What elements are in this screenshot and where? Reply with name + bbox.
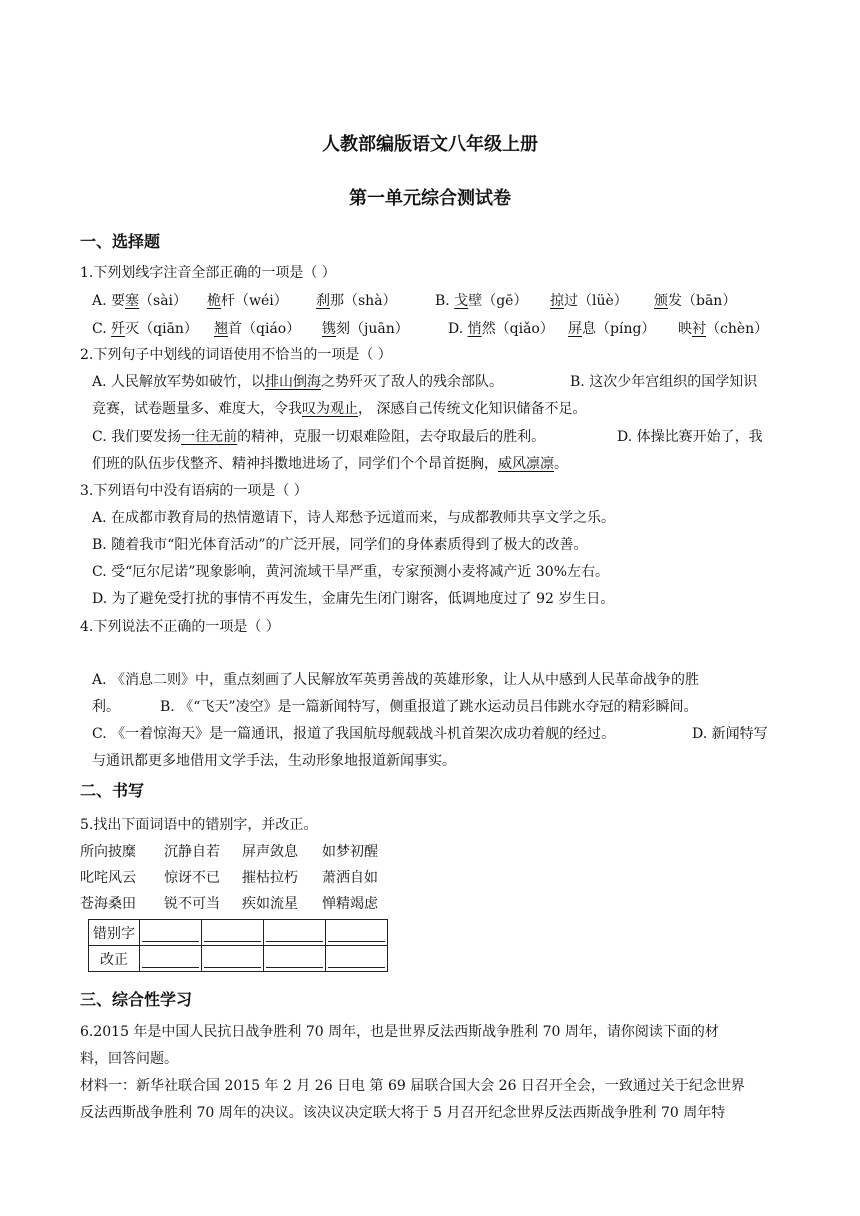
q1-option-c: C. 歼灭（qiān）: [92, 321, 198, 337]
q1-option-a-3: 刹那（shà）: [316, 293, 397, 309]
word-item: 疾如流星: [242, 896, 298, 912]
q4-option-a-cont: 利。: [92, 699, 120, 715]
answer-cell[interactable]: [202, 946, 264, 972]
q4-option-b: B. 《“飞天”凌空》是一篇新闻特写，侧重报道了跳水运动员吕伟跳水夺冠的精彩瞬间。: [160, 699, 698, 715]
correction-table: [88, 919, 388, 972]
q1-option-c-2: 翘首（qiáo）: [214, 321, 301, 337]
q4-option-c: C. 《一着惊海天》是一篇通讯，报道了我国航母舰载战斗机首架次成功着舰的经过。: [92, 726, 616, 742]
word-item: 萧洒自如: [322, 870, 378, 886]
row-label-correct: 改正: [89, 946, 140, 972]
q1-option-d: D. 悄然（qiǎo）: [448, 321, 554, 337]
q2-stem: 2.下列句子中划线的词语使用不恰当的一项是（ ）: [80, 347, 392, 363]
q3-option-a: A. 在成都市教育局的热情邀请下，诗人郑愁予远道而来，与成都教师共享文学之乐。: [92, 510, 616, 526]
q1-option-b-3: 颁发（bān）: [654, 293, 737, 309]
q4-stem: 4.下列说法不正确的一项是（ ）: [80, 619, 280, 635]
section-heading-writing: 二、书写: [80, 781, 145, 800]
q2-option-b-cont: 竞赛，试卷题量多、难度大，令我叹为观止， 深感自己传统文化知识储备不足。: [92, 401, 587, 417]
answer-cell[interactable]: [140, 946, 202, 972]
word-item: 苍海桑田: [80, 896, 136, 912]
word-item: 如梦初醒: [322, 844, 378, 860]
q4-option-d: D. 新闻特写: [692, 726, 768, 742]
doc-title: 人教部编版语文八年级上册: [322, 134, 538, 155]
q6-line: 料，回答问题。: [80, 1051, 178, 1067]
q5-stem: 5.找出下面词语中的错别字，并改正。: [80, 817, 318, 833]
q2-option-d: D. 体操比赛开始了，我: [617, 429, 763, 445]
answer-cell[interactable]: [326, 946, 388, 972]
q2-option-a: A. 人民解放军势如破竹，以排山倒海之势歼灭了敌人的残余部队。: [92, 374, 504, 390]
word-item: 惊讶不已: [164, 870, 220, 886]
word-item: 惮精竭虑: [322, 896, 378, 912]
q1-option-a: A. 要塞（sài）: [92, 293, 188, 309]
answer-cell[interactable]: [264, 946, 326, 972]
word-item: 沉静自若: [164, 844, 220, 860]
word-item: 锐不可当: [164, 896, 220, 912]
q1-option-c-3: 镌刻（juān）: [322, 321, 409, 337]
q1-option-d-3: 映衬（chèn）: [678, 321, 769, 337]
q6-line: 6.2015 年是中国人民抗日战争胜利 70 周年，也是世界反法西斯战争胜利 70 周年，请你阅读下面的材: [80, 1024, 719, 1040]
q1-option-d-2: 屏息（píng）: [568, 321, 656, 337]
word-item: 屏声敛息: [242, 844, 298, 860]
row-label-wrong: 错别字: [89, 920, 140, 946]
answer-cell[interactable]: [202, 920, 264, 946]
answer-cell[interactable]: [264, 920, 326, 946]
q3-option-b: B. 随着我市“阳光体育活动”的广泛开展，同学们的身体素质得到了极大的改善。: [92, 537, 588, 553]
q3-stem: 3.下列语句中没有语病的一项是（ ）: [80, 483, 308, 499]
answer-cell[interactable]: [140, 920, 202, 946]
q4-option-d-cont: 与通讯都更多地借用文学手法，生动形象地报道新闻事实。: [92, 753, 456, 769]
section-heading-comprehensive: 三、综合性学习: [80, 990, 193, 1009]
q1-option-a-2: 桅杆（wéi）: [207, 293, 288, 309]
q6-line: 材料一：新华社联合国 2015 年 2 月 26 日电 第 69 届联合国大会 26 日召开全会，一致通过关于纪念世界: [80, 1078, 745, 1094]
word-item: 所向披糜: [80, 844, 136, 860]
q3-option-d: D. 为了避免受打扰的事情不再发生，金庸先生闭门谢客，低调地度过了 92 岁生日。: [92, 591, 615, 607]
q1-stem: 1.下列划线字注音全部正确的一项是（ ）: [80, 265, 336, 281]
answer-cell[interactable]: [326, 920, 388, 946]
q1-option-b: B. 戈壁（gē）: [435, 293, 528, 309]
q2-option-d-cont: 们班的队伍步伐整齐、精神抖擞地进场了，同学们个个昂首挺胸，威风凛凛。: [92, 456, 568, 472]
q2-option-c: C. 我们要发扬一往无前的精神，克服一切艰难险阻，去夺取最后的胜利。: [92, 429, 546, 445]
q4-option-a: A. 《消息二则》中，重点刻画了人民解放军英勇善战的英雄形象，让人从中感到人民革命战争的胜: [92, 672, 700, 688]
q1-option-b-2: 掠过（lüè）: [550, 293, 628, 309]
q3-option-c: C. 受“厄尔尼诺”现象影响，黄河流域干旱严重，专家预测小麦将减产近 30%左右。: [92, 564, 609, 580]
word-item: 摧枯拉朽: [242, 870, 298, 886]
q2-option-b: B. 这次少年宫组织的国学知识: [570, 374, 758, 390]
table-row: [89, 946, 388, 972]
q6-line: 反法西斯战争胜利 70 周年的决议。该决议决定联大将于 5 月召开纪念世界反法西斯战争胜利 70 周年特: [80, 1105, 726, 1121]
doc-subtitle: 第一单元综合测试卷: [349, 188, 511, 209]
word-item: 叱咤风云: [80, 870, 136, 886]
table-row: [89, 920, 388, 946]
section-heading-choice: 一、选择题: [80, 232, 161, 251]
